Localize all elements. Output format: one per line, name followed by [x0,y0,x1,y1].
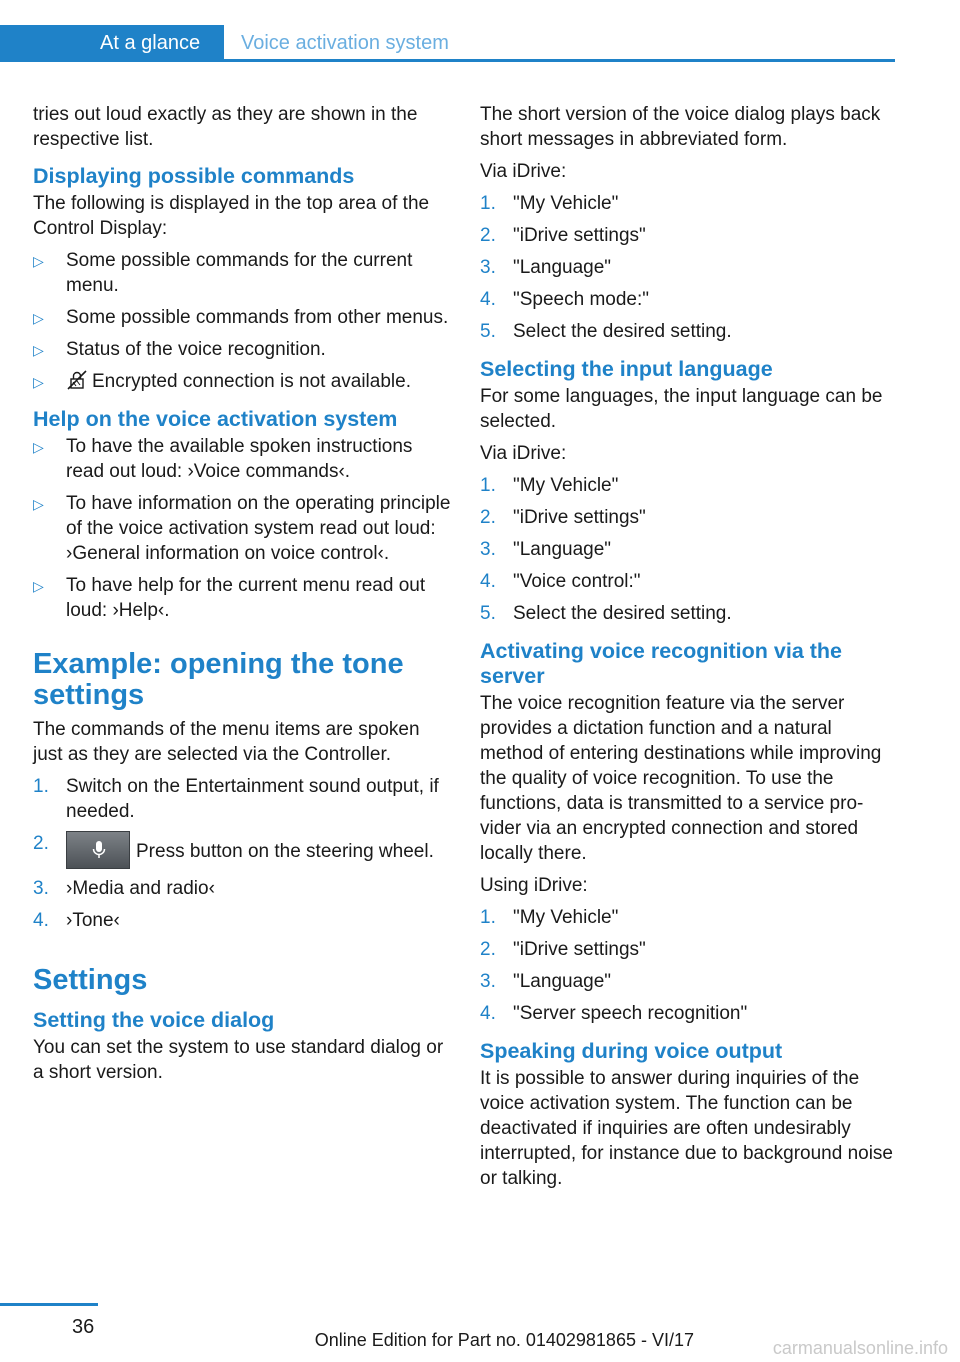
step-item: 1. "My Vehicle" [480,193,619,214]
step-item: 3. ›Media and radio‹ [33,878,215,899]
list-item: ▷ Status of the voice recognition. [33,337,451,362]
step-item: 2. Press button on the steering wheel. [33,831,451,869]
step-item: 4. ›Tone‹ [33,910,120,931]
voice-dialog-heading: Setting the voice dialog [33,1008,275,1032]
step-number: 2. [480,939,496,960]
step-item: 2. "iDrive settings" [480,939,646,960]
bullet-triangle-icon: ▷ [33,496,44,512]
step-item: 5. Select the desired setting. [480,321,732,342]
step-item: 3. "Language" [480,257,612,278]
list-item: ▷ Some possible commands from other menus. [33,305,451,330]
intro-text: tries out loud exactly as they are shown in the respective list. [33,104,418,150]
step-number: 2. [480,225,496,246]
microphone-button-icon [66,831,130,869]
step-number: 1. [480,193,496,214]
step-item: 4. "Speech mode:" [480,289,650,310]
via-idrive-label: Via iDrive: [480,161,567,182]
chapter-tab[interactable]: At a glance [0,25,224,62]
short-version-text: The short version of the voice dialog plays back short messages in abbreviated form. [480,104,881,150]
bullet-triangle-icon: ▷ [33,310,44,326]
server-recognition-heading: Activating voice recognition via the server [480,639,842,688]
voice-control-steps [480,473,898,626]
step-item: 2. "iDrive settings" [480,507,646,528]
step-item: 1. "My Vehicle" [480,907,619,928]
step-item: 1. Switch on the Entertainment sound output, if needed. [33,776,439,822]
using-idrive-label: Using iDrive: [480,875,588,896]
step-number: 1. [33,776,49,797]
step-number: 4. [480,1003,496,1024]
voice-dialog-text: You can set the system to use standard dialog or a short version. [33,1037,444,1083]
step-number: 3. [480,257,496,278]
header-rule [224,59,895,62]
step-number: 1. [480,475,496,496]
bullet-triangle-icon: ▷ [33,342,44,358]
encryption-unavailable-icon [66,370,88,390]
displaying-list [33,248,451,394]
help-heading: Help on the voice activation system [33,407,398,431]
step-number: 5. [480,603,496,624]
step-number: 4. [480,289,496,310]
edition-footer: Online Edition for Part no. 01402981865 - VI/17 [314,1330,694,1350]
speaking-heading: Speaking during voice output [480,1039,783,1063]
step-number: 5. [480,321,496,342]
step-item: 3. "Language" [480,539,612,560]
step-number: 4. [480,571,496,592]
example-heading: Example: opening the tone settings [33,648,404,711]
example-text: The commands of the menu items are spoken just as they are selected via the Controller. [33,719,420,765]
step-item: 4. "Voice control:" [480,571,641,592]
watermark: carmanualsonline.info [772,1338,948,1358]
page-header [0,0,960,62]
list-item: ▷ Some possible commands for the current menu. [33,250,413,296]
step-item: 4. "Server speech recognition" [480,1003,748,1024]
step-item: 2. "iDrive settings" [480,225,646,246]
page-number: 36 [72,1316,95,1338]
step-number: 3. [33,878,49,899]
list-item: ▷ To have help for the current menu read out loud: ›Help‹. [33,575,426,621]
right-column [480,102,898,1198]
server-recognition-steps [480,905,898,1026]
input-language-text: For some languages, the input language can be selected. [480,386,883,432]
step-item: 5. Select the desired setting. [480,603,732,624]
footer-rule [0,1303,98,1306]
server-recognition-text: The voice recognition feature via the server provides a dictation function and a natural method of entering destinations while improving the quality of voice recognition. To use the functions, data is transmitted to a service provider via an encrypted connection and stored locally there. [480,693,882,864]
via-idrive-label: Via iDrive: [480,443,567,464]
bullet-triangle-icon: ▷ [33,439,44,455]
step-number: 4. [33,910,49,931]
example-steps [33,774,451,933]
bullet-triangle-icon: ▷ [33,253,44,269]
step-item: 3. "Language" [480,971,612,992]
list-item: ▷ To have information on the operating principle of the voice activation system read out loud: ›General information on voice control‹. [33,493,451,564]
left-column [33,102,451,1092]
speech-mode-steps [480,191,898,344]
bullet-triangle-icon: ▷ [33,374,44,390]
list-item: ▷ Encrypted connection is not available. [33,369,451,394]
step-number: 2. [480,507,496,528]
settings-heading: Settings [33,964,148,996]
step-number: 3. [480,539,496,560]
input-language-heading: Selecting the input language [480,357,773,381]
help-list [33,434,451,623]
step-item: 1. "My Vehicle" [480,475,619,496]
step-number: 3. [480,971,496,992]
displaying-text: The following is displayed in the top area of the Control Display: [33,193,430,239]
bullet-triangle-icon: ▷ [33,578,44,594]
list-item: ▷ To have the available spoken instructions read out loud: ›Voice commands‹. [33,436,413,482]
step-number: 1. [480,907,496,928]
displaying-heading: Displaying possible commands [33,164,355,188]
step-number: 2. [33,833,49,854]
speaking-text: It is possible to answer during inquiries of the voice activation system. The function can be deactivated if inquiries are often undesirably interrupted, for instance due to background noise or talking. [480,1068,893,1189]
section-tab[interactable]: Voice activation system [241,32,449,54]
